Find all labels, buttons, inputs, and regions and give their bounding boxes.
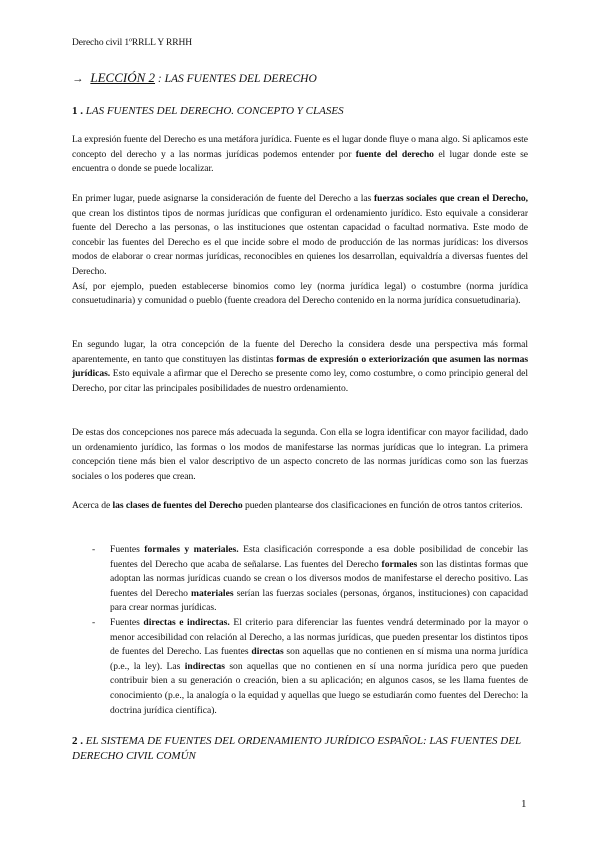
- arrow-icon: →: [72, 73, 84, 85]
- li2-bold-f: indirectas: [184, 660, 226, 672]
- li2-text-c: El criterio para diferenciar las fuentes vendrá determinado por la mayor o menor accesibilidad con relación al Derecho, a las normas jurídicas, que pueden presentar los distintos tipos de fuentes del Derecho. Las fuentes: [110, 616, 528, 658]
- p5-bold: las clases de fuentes del Derecho: [112, 500, 243, 511]
- page-number: 1: [521, 798, 527, 810]
- p3-bold: formas de expresión o exteriorización que asumen las normas jurídicas.: [72, 353, 529, 380]
- p1-text-a: La expresión fuente del Derecho es una metáfora jurídica. Fuente es el lugar donde fluye o mana algo. Si aplicamos este concepto del derecho y a las normas jurídicas podemos entender por: [72, 134, 528, 160]
- list-dash: -: [92, 616, 96, 628]
- p4-text-a: De estas dos concepciones nos parece más adecuada la segunda. Con ella se logra identificar con mayor facilidad, dado un ordenamiento jurídico, las formas o los modos de manifestarse las normas jurídicas que lo integran. La primera concepción tiene más bien el valor descriptivo de un aspecto concreto de las normas jurídicas como son las fuerzas sociales o los poderes que crean.: [72, 427, 528, 482]
- p1-bold: fuente del derecho: [355, 148, 434, 160]
- section-2-heading: [72, 734, 532, 764]
- paragraph-5: [72, 499, 528, 514]
- section-2-number: 2 .: [72, 735, 83, 747]
- list-item: [92, 616, 528, 718]
- running-header: Derecho civil 1ºRRLL Y RRHH: [72, 38, 193, 48]
- p5-text-a: Acerca de: [72, 500, 113, 511]
- p5-text-c: pueden plantearse dos clasificaciones en función de otros tantos criterios.: [242, 500, 523, 511]
- section-2-title: EL SISTEMA DE FUENTES DEL ORDENAMIENTO JURÍDICO ESPAÑOL: LAS FUENTES DEL DERECHO CIVIL COMÚN: [72, 735, 521, 762]
- li1-text-c: Esta clasificación corresponde a esa doble posibilidad de concebir las fuentes del Derecho que acaba de señalarse. Las fuentes del Derecho: [110, 544, 529, 570]
- lesson-heading: [72, 70, 317, 86]
- section-1-heading: [72, 104, 532, 119]
- paragraph-2: [72, 192, 528, 309]
- li2-bold-d: directas: [251, 646, 284, 658]
- li2-bold-b: directas e indirectas.: [143, 616, 230, 628]
- paragraph-1: [72, 133, 528, 177]
- paragraph-3: [72, 338, 528, 396]
- li1-text-a: Fuentes: [110, 544, 145, 555]
- li1-text-e: son las distintas formas que adoptan las normas jurídicas cuando se crean o los diversos modos de manifestarse el derecho positivo. Las fuentes del Derecho: [110, 558, 529, 599]
- p3-text-c: Esto equivale a afirmar que el Derecho se presente como ley, como costumbre, o como principio general del Derecho, por citar las principales posibilidades de nuestro ordenamiento.: [72, 368, 528, 394]
- p1-text-c: el lugar donde este se encuentra o donde se puede localizar.: [72, 148, 529, 175]
- p2-text-d: Así, por ejemplo, pueden establecerse binomios como ley (norma jurídica legal) o costumbre (norma jurídica consuetudinaria) y comunidad o pueblo (fuente creadora del Derecho contenido en la norma jurídica consuetudinaria).: [72, 280, 528, 307]
- lesson-label: LECCIÓN 2: [90, 70, 156, 85]
- list-item: [92, 543, 528, 616]
- li1-bold-b: formales y materiales.: [144, 544, 239, 555]
- section-1-title: LAS FUENTES DEL DERECHO. CONCEPTO Y CLASES: [85, 105, 344, 117]
- list-dash: -: [92, 544, 96, 555]
- section-1-number: 1 .: [72, 105, 83, 117]
- classification-list: [92, 543, 528, 718]
- li2-text-g: son aquellas que no contienen en sí una norma jurídica pero que pueden contribuir bien a su generación o creación, bien a su aplicación; en algunos casos, se les llama fuentes de conocimiento (p.e., la analogía o la equidad y aquellas que luego se estudiarán como fuentes del Derecho: la doctrina jurídica científica).: [110, 660, 528, 716]
- paragraph-4: [72, 426, 528, 484]
- li1-bold-f: materiales: [190, 587, 234, 599]
- p2-bold: fuerzas sociales que crean el Derecho,: [374, 193, 528, 204]
- li1-text-g: serían las fuerzas sociales (personas, órganos, instituciones) con capacidad para crear normas jurídicas.: [110, 587, 528, 614]
- p2-text-c: que crean los distintos tipos de normas jurídicas que configuran el ordenamiento jurídico. Esto equivale a considerar fuente del Derecho a las personas, o las instituciones que ostentan capacidad o facultad normativa. Este modo de concebir las fuentes del Derecho es el que incide sobre el modo de producción de las normas jurídicas: los diversos modos de elaborar o crear normas jurídicas, reconocibles en quienes los desarrollan, equivaldría a diversas fuentes del Derecho.: [72, 207, 528, 277]
- li2-text-a: Fuentes: [110, 616, 144, 628]
- p2-text-a: En primer lugar, puede asignarse la consideración de fuente del Derecho a las: [72, 193, 375, 204]
- li2-text-e: son aquellas que no contienen en sí misma una norma jurídica (p.e., la ley). Las: [110, 646, 528, 672]
- lesson-title: : LAS FUENTES DEL DERECHO: [157, 73, 317, 85]
- li1-bold-d: formales: [381, 558, 418, 570]
- p3-text-a: En segundo lugar, la otra concepción de la fuente del Derecho la considera desde una perspectiva más formal aparentemente, en tanto que constituyen las distintas: [72, 339, 528, 365]
